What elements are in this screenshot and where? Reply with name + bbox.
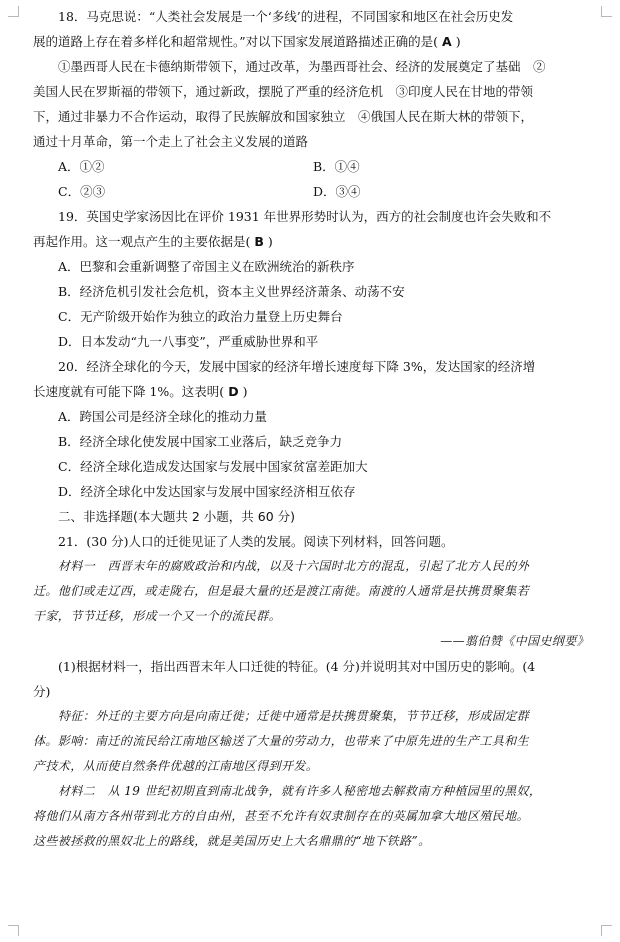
q18-item-line-2: 美国人民在罗斯福的带领下，通过新政，摆脱了严重的经济危机 ③印度人民在甘地的带领 <box>33 84 534 99</box>
question-20 <box>33 354 595 504</box>
q18-stem-line-2 <box>33 29 595 54</box>
q21-answer-1-line-3: 产技术，从而使自然条件优越的江南地区得到开发。 <box>33 759 319 773</box>
q20-option-b: B．经济全球化使发展中国家工业落后，缺乏竞争力 <box>58 434 343 449</box>
q21-material-1-source: ——翦伯赞《中国史纲要》 <box>440 634 589 648</box>
q18-stem-text: 展的道路上存在着多样化和超常规性。”对以下国家发展道路描述正确的是( <box>33 34 439 49</box>
q18-paren-close: ) <box>455 34 461 49</box>
q18-option-b: B．①④ <box>313 159 360 174</box>
crop-mark-bottom-left <box>8 925 19 936</box>
q21-answer-1-line-1: 特征：外迁的主要方向是向南迁徙；迁徙中通常是扶携贯聚集，节节迁移，形成固定群 <box>58 709 530 723</box>
q21-answer-1-line-2: 体。影响：南迁的流民给江南地区输送了大量的劳动力，也带来了中原先进的生产工具和生 <box>33 734 530 748</box>
q21-material-2-line-3: 这些被拯救的黑奴北上的路线，就是美国历史上大名鼎鼎的“地下铁路”。 <box>33 834 431 848</box>
q20-stem-line-1: 20．经济全球化的今天，发展中国家的经济年增长速度每下降 3%，发达国家的经济增 <box>58 359 536 374</box>
q20-option-a: A．跨国公司是经济全球化的推动力量 <box>58 409 268 424</box>
q19-answer: B <box>254 234 264 249</box>
q18-option-d: D．③④ <box>313 184 361 199</box>
question-19 <box>33 204 595 354</box>
q20-stem-line-2 <box>33 379 595 404</box>
q18-options-row-2 <box>33 179 595 204</box>
q20-answer: D <box>228 384 239 399</box>
q20-stem-text: 长速度就有可能下降 1%。这表明( <box>33 384 225 399</box>
q18-stem-line-1: 18．马克思说：“人类社会发展是一个‘多线’的进程，不同国家和地区在社会历史发 <box>58 9 514 24</box>
q19-stem-line-2 <box>33 229 595 254</box>
q18-item-line-1: ①墨西哥人民在卡德纳斯带领下，通过改革，为墨西哥社会、经济的发展奠定了基础 ② <box>58 59 546 74</box>
q18-item-line-3: 下，通过非暴力不合作运动，取得了民族解放和国家独立 ④俄国人民在斯大林的带领下， <box>33 109 534 124</box>
q18-answer: A <box>442 34 452 49</box>
q19-paren-close: ) <box>267 234 273 249</box>
q21-sub-1-line-1: (1)根据材料一，指出西晋末年人口迁徙的特征。(4 分)并说明其对中国历史的影响。(4 <box>58 659 536 674</box>
q19-stem-text: 再起作用。这一观点产生的主要依据是( <box>33 234 251 249</box>
q18-item-line-4: 通过十月革命，第一个走上了社会主义发展的道路 <box>33 134 309 149</box>
q19-stem-line-1: 19．英国史学家汤因比在评价 1931 年世界形势时认为，西方的社会制度也许会失败和不 <box>58 209 552 224</box>
section-2-heading: 二、非选择题(本大题共 2 小题，共 60 分) <box>58 509 296 524</box>
q21-sub-1-line-2: 分) <box>33 684 51 699</box>
q19-option-b: B．经济危机引发社会危机，资本主义世界经济萧条、动荡不安 <box>58 284 405 299</box>
q21-material-1-line-2: 迁。他们或走辽西，或走陇右，但是最大量的还是渡江南徙。南渡的人通常是扶携贯聚集若 <box>33 584 530 598</box>
q19-option-c: C．无产阶级开始作为独立的政治力量登上历史舞台 <box>58 309 343 324</box>
q21-material-1-line-1: 材料一 西晋末年的腐败政治和内战，以及十六国时北方的混乱，引起了北方人民的外 <box>58 559 530 573</box>
crop-mark-top-left <box>8 6 19 17</box>
q18-options-row-1 <box>33 154 595 179</box>
q19-option-a: A．巴黎和会重新调整了帝国主义在欧洲统治的新秩序 <box>58 259 355 274</box>
crop-mark-top-right <box>601 6 612 17</box>
question-18 <box>33 4 595 204</box>
q21-material-2-line-2: 将他们从南方各州带到北方的自由州，甚至不允许有奴隶制存在的英属加拿大地区殖民地。 <box>33 809 530 823</box>
q20-option-d: D．经济全球化中发达国家与发展中国家经济相互依存 <box>58 484 356 499</box>
crop-mark-bottom-right <box>601 925 612 936</box>
q21-material-2-line-1: 材料二 从 19 世纪初期直到南北战争，就有许多人秘密地去解救南方种植园里的黑奴， <box>58 784 542 798</box>
q21-material-1-line-3: 干家，节节迁移，形成一个又一个的流民群。 <box>33 609 282 623</box>
q20-paren-close: ) <box>242 384 248 399</box>
q21-intro: 21．(30 分)人口的迁徙见证了人类的发展。阅读下列材料，回答问题。 <box>58 534 454 549</box>
q20-option-c: C．经济全球化造成发达国家与发展中国家贫富差距加大 <box>58 459 368 474</box>
q18-option-c: C．②③ <box>58 184 106 199</box>
q19-option-d: D．日本发动“九一八事变”，严重威胁世界和平 <box>58 334 319 349</box>
exam-page <box>33 4 595 854</box>
q18-option-a: A．①② <box>58 159 105 174</box>
question-21 <box>33 529 595 854</box>
